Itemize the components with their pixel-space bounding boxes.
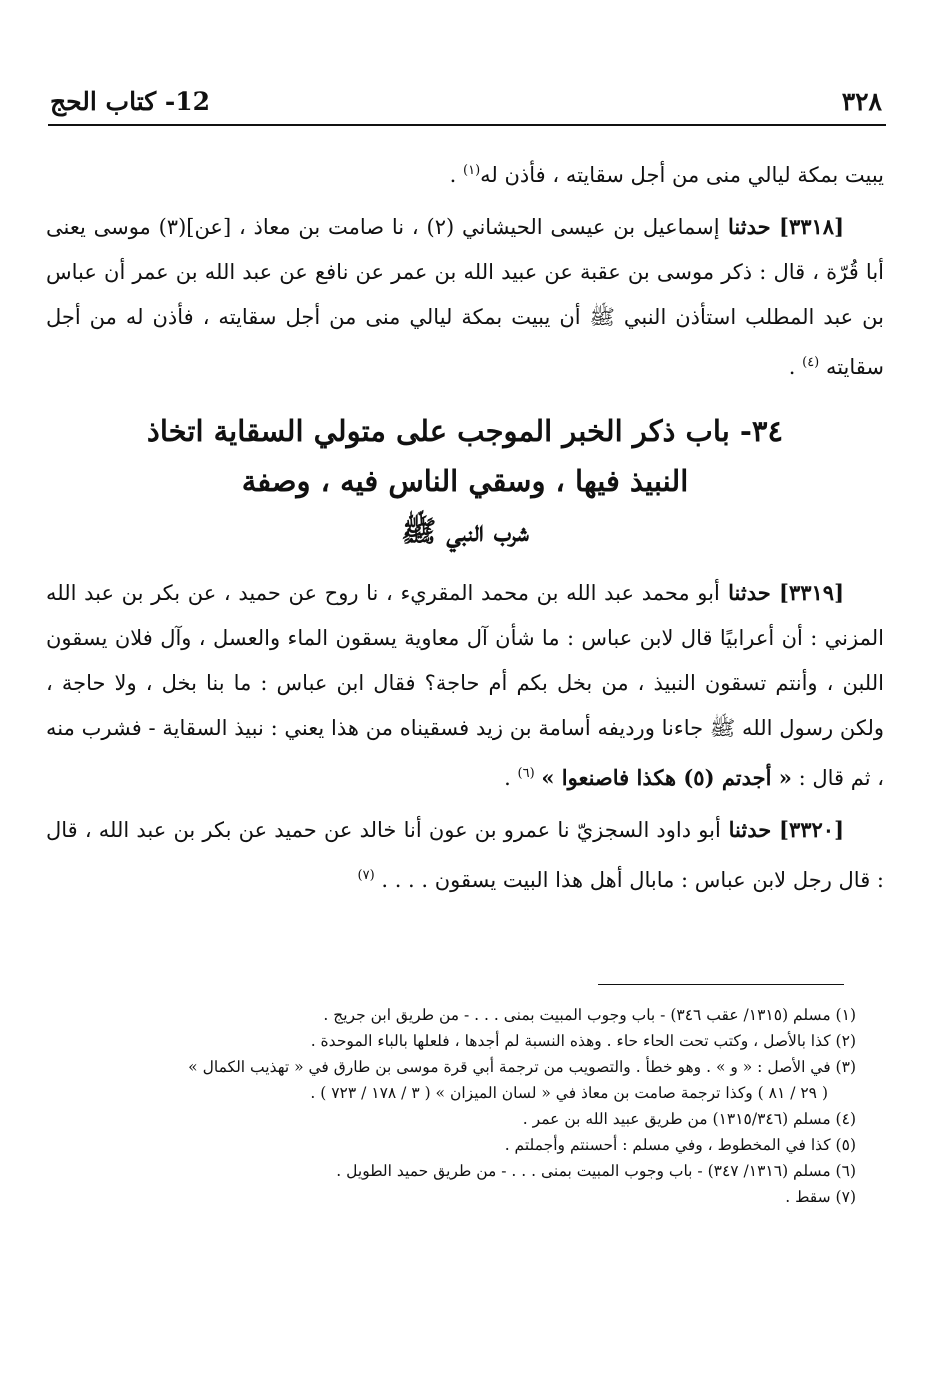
hadith-text: إسماعيل بن عيسى الحيشاني (٢) ، نا صامت بن معاذ ، [عن](٣) موسى يعنى أبا قُرّة ، قال : ذكر موسى بن عقبة عن عبيد الله بن عمر عن نافع عن عبد الله بن عمر أن عباس بن عبد المطلب استأذن النبي ﷺ أن يبيت بمكة ليالي منى من أجل سقايته ، فأذن له من أجل سقايته <box>46 215 884 379</box>
footnote-3 <box>52 1054 856 1106</box>
paragraph-text: يبيت بمكة ليالي منى من أجل سقايته ، فأذن له <box>480 163 884 187</box>
chapter-line-3: شرب النبي ﷺ <box>401 514 529 548</box>
footnote-ref[interactable]: (٤) <box>802 355 820 370</box>
main-text <box>46 148 884 909</box>
paragraph-tail: . <box>449 163 464 187</box>
footnote-divider <box>598 984 844 985</box>
hadith-said: حدثنا <box>719 580 779 605</box>
page-header <box>50 80 882 116</box>
hadith-text: أبو محمد عبد الله بن محمد المقريء ، نا روح عن حميد ، عن بكر بن عبد الله المزني : أن أعرابيًا قال لابن عباس : ما شأن آل معاوية يسقون الماء والعسل ، وآل فلان يسقون اللبن ، وأنتم تسقون النبيذ ، من بخل بكم أم حاجة؟ فقال ابن عباس : ما بنا بخل ، ولا حاجة ، ولكن رسول الله ﷺ جاءنا ورديفه أسامة بن زيد فسقيناه من هذا يعني : نبيذ السقاية - فشرب منه ، ثم قال : <box>46 581 884 790</box>
footnote-4: (٤) مسلم (١٣١٥/٣٤٦) من طريق عبيد الله بن عمر . <box>522 1110 856 1128</box>
hadith-quote: « أجدتم (٥) هكذا فاصنعوا » <box>541 765 792 790</box>
footnote-6: (٦) مسلم (١٣١٦/ ٣٤٧) - باب وجوب المبيت بمنى . . . - من طريق حميد الطويل . <box>336 1162 856 1180</box>
hadith-3320 <box>46 807 884 903</box>
header-divider <box>48 124 886 126</box>
hadith-number: [٣٣١٨] <box>779 214 844 239</box>
footnote-ref[interactable]: (١) <box>463 163 481 178</box>
hadith-number: [٣٣٢٠] <box>779 817 844 842</box>
hadith-said: حدثنا <box>720 817 779 842</box>
hadith-said: حدثنا <box>719 214 779 239</box>
hadith-number: [٣٣١٩] <box>779 580 844 605</box>
hadith-tail: . <box>504 766 518 790</box>
hadith-3319 <box>46 570 884 801</box>
book-title: 12- كتاب الحج <box>50 87 211 116</box>
footnotes <box>52 1002 856 1210</box>
hadith-tail: . <box>788 355 803 379</box>
hadith-3318 <box>46 204 884 390</box>
chapter-heading <box>46 406 884 556</box>
footnote-7: (٧) سقط . <box>785 1188 856 1206</box>
chapter-line-2: النبيذ فيها ، وسقي الناس فيه ، وصفة <box>241 464 689 498</box>
footnote-3-continuation: ( ٢٩ / ٨١ ) وكذا ترجمة صامت بن معاذ في « لسان الميزان » ( ٣ / ١٧٨ / ٧٢٣ ) . <box>310 1084 828 1102</box>
footnote-1: (١) مسلم (١٣١٥/ عقب ٣٤٦) - باب وجوب المبيت بمنى . . . - من طريق ابن جريج . <box>323 1006 856 1024</box>
footnote-ref[interactable]: (٧) <box>357 868 375 883</box>
footnote-ref[interactable]: (٦) <box>517 766 535 781</box>
hadith-text: أبو داود السجزيّ نا عمرو بن عون أنا خالد عن حميد عن بكر بن عبد الله ، قال : قال رجل لابن عباس : مابال أهل هذا البيت يسقون . . . . <box>46 818 884 892</box>
footnote-3-text: (٣) في الأصل : « و » . وهو خطأ . والتصويب من ترجمة أبي قرة موسى بن طارق في « تهذيب الكمال » <box>188 1058 856 1076</box>
page-number: ٣٢٨ <box>841 87 882 116</box>
footnote-5: (٥) كذا في المخطوط ، وفي مسلم : أحسنتم وأجملتم . <box>504 1136 856 1154</box>
paragraph-continuation <box>46 148 884 198</box>
chapter-line-1: ٣٤- باب ذكر الخبر الموجب على متولي السقاية اتخاذ <box>146 414 784 448</box>
footnote-2: (٢) كذا بالأصل ، وكتب تحت الحاء حاء . وهذه النسبة لم أجدها ، فلعلها بالباء الموحدة . <box>310 1032 856 1050</box>
